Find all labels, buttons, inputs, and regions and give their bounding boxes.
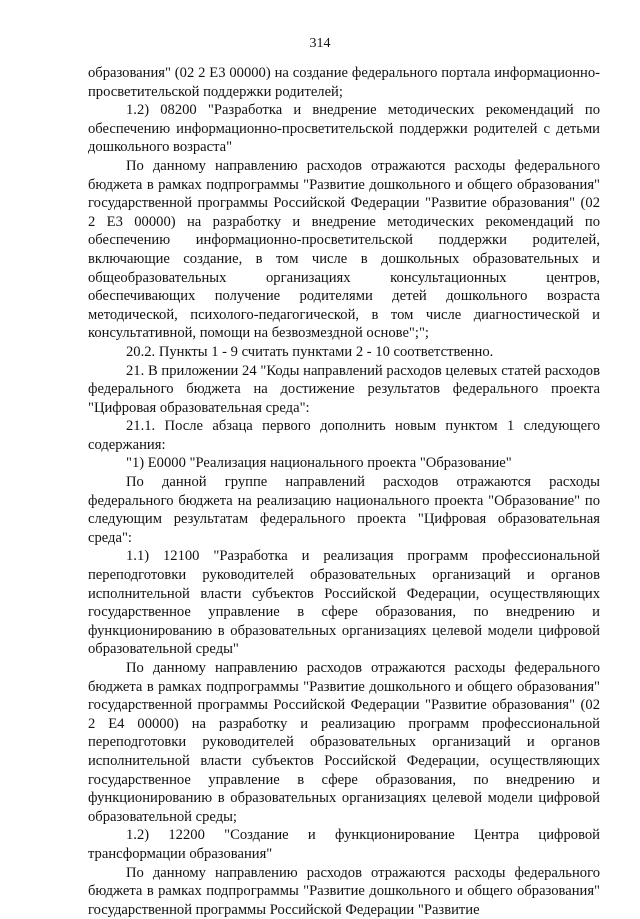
paragraph: 21.1. После абзаца первого дополнить новым пунктом 1 следующего содержания: <box>88 418 600 453</box>
paragraph: 1.1) 12100 "Разработка и реализация программ профессиональной переподготовки руководителей образовательных организаций и органов исполнительной власти субъектов Российской Федерации, осуществляющих государственное управление в сфере образования, по внедрению и функционированию в образовательных организациях целевой модели цифровой образовательной среды" <box>88 548 600 658</box>
paragraph: 1.2) 12200 "Создание и функционирование Центра цифровой трансформации образования" <box>88 827 600 862</box>
paragraph: 20.2. Пункты 1 - 9 считать пунктами 2 - 10 соответственно. <box>126 343 494 360</box>
paragraph: "1) Е0000 "Реализация национального проекта "Образование" <box>126 455 512 472</box>
document-body <box>88 64 600 919</box>
paragraph: образования" (02 2 Е3 00000) на создание федерального портала информационно-просветительской поддержки родителей; <box>88 65 600 100</box>
paragraph: По данному направлению расходов отражаются расходы федерального бюджета в рамках подпрограммы "Развитие дошкольного и общего образования" государственной программы Российской Федерации "Развитие образования" (02 2 Е4 00000) на разработку и реализацию программ профессиональной переподготовки руководителей образовательных организаций и органов исполнительной власти субъектов Российской Федерации, осуществляющих государственное управление в сфере образования, по внедрению и функционированию в образовательных организациях целевой модели цифровой образовательной среды; <box>88 660 600 825</box>
paragraph: 21. В приложении 24 "Коды направлений расходов целевых статей расходов федерального бюджета на достижение результатов федерального проекта "Цифровая образовательная среда": <box>88 362 600 416</box>
paragraph: 1.2) 08200 "Разработка и внедрение методических рекомендаций по обеспечению информационно-просветительской поддержки родителей с детьми дошкольного возраста" <box>88 102 600 156</box>
page-number: 314 <box>309 36 331 51</box>
paragraph: По данному направлению расходов отражаются расходы федерального бюджета в рамках подпрограммы "Развитие дошкольного и общего образования" государственной программы Российской Федерации "Развитие <box>88 864 600 918</box>
paragraph: По данной группе направлений расходов отражаются расходы федерального бюджета на реализацию национального проекта "Образование" по следующим результатам федерального проекта "Цифровая образовательная среда": <box>88 474 600 546</box>
paragraph: По данному направлению расходов отражаются расходы федерального бюджета в рамках подпрограммы "Развитие дошкольного и общего образования" государственной программы Российской Федерации "Развитие образования" (02 2 Е3 00000) на разработку и внедрение методических рекомендаций по обеспечению информационно-просветительской поддержки родителей, включающие создание, в том числе в дошкольных образовательных и общеобразовательных организациях консультационных центров, обеспечивающих получение родителями детей дошкольного возраста методической, психолого-педагогической, в том числе диагностической и консультативной, помощи на безвозмездной основе";"; <box>88 157 600 342</box>
